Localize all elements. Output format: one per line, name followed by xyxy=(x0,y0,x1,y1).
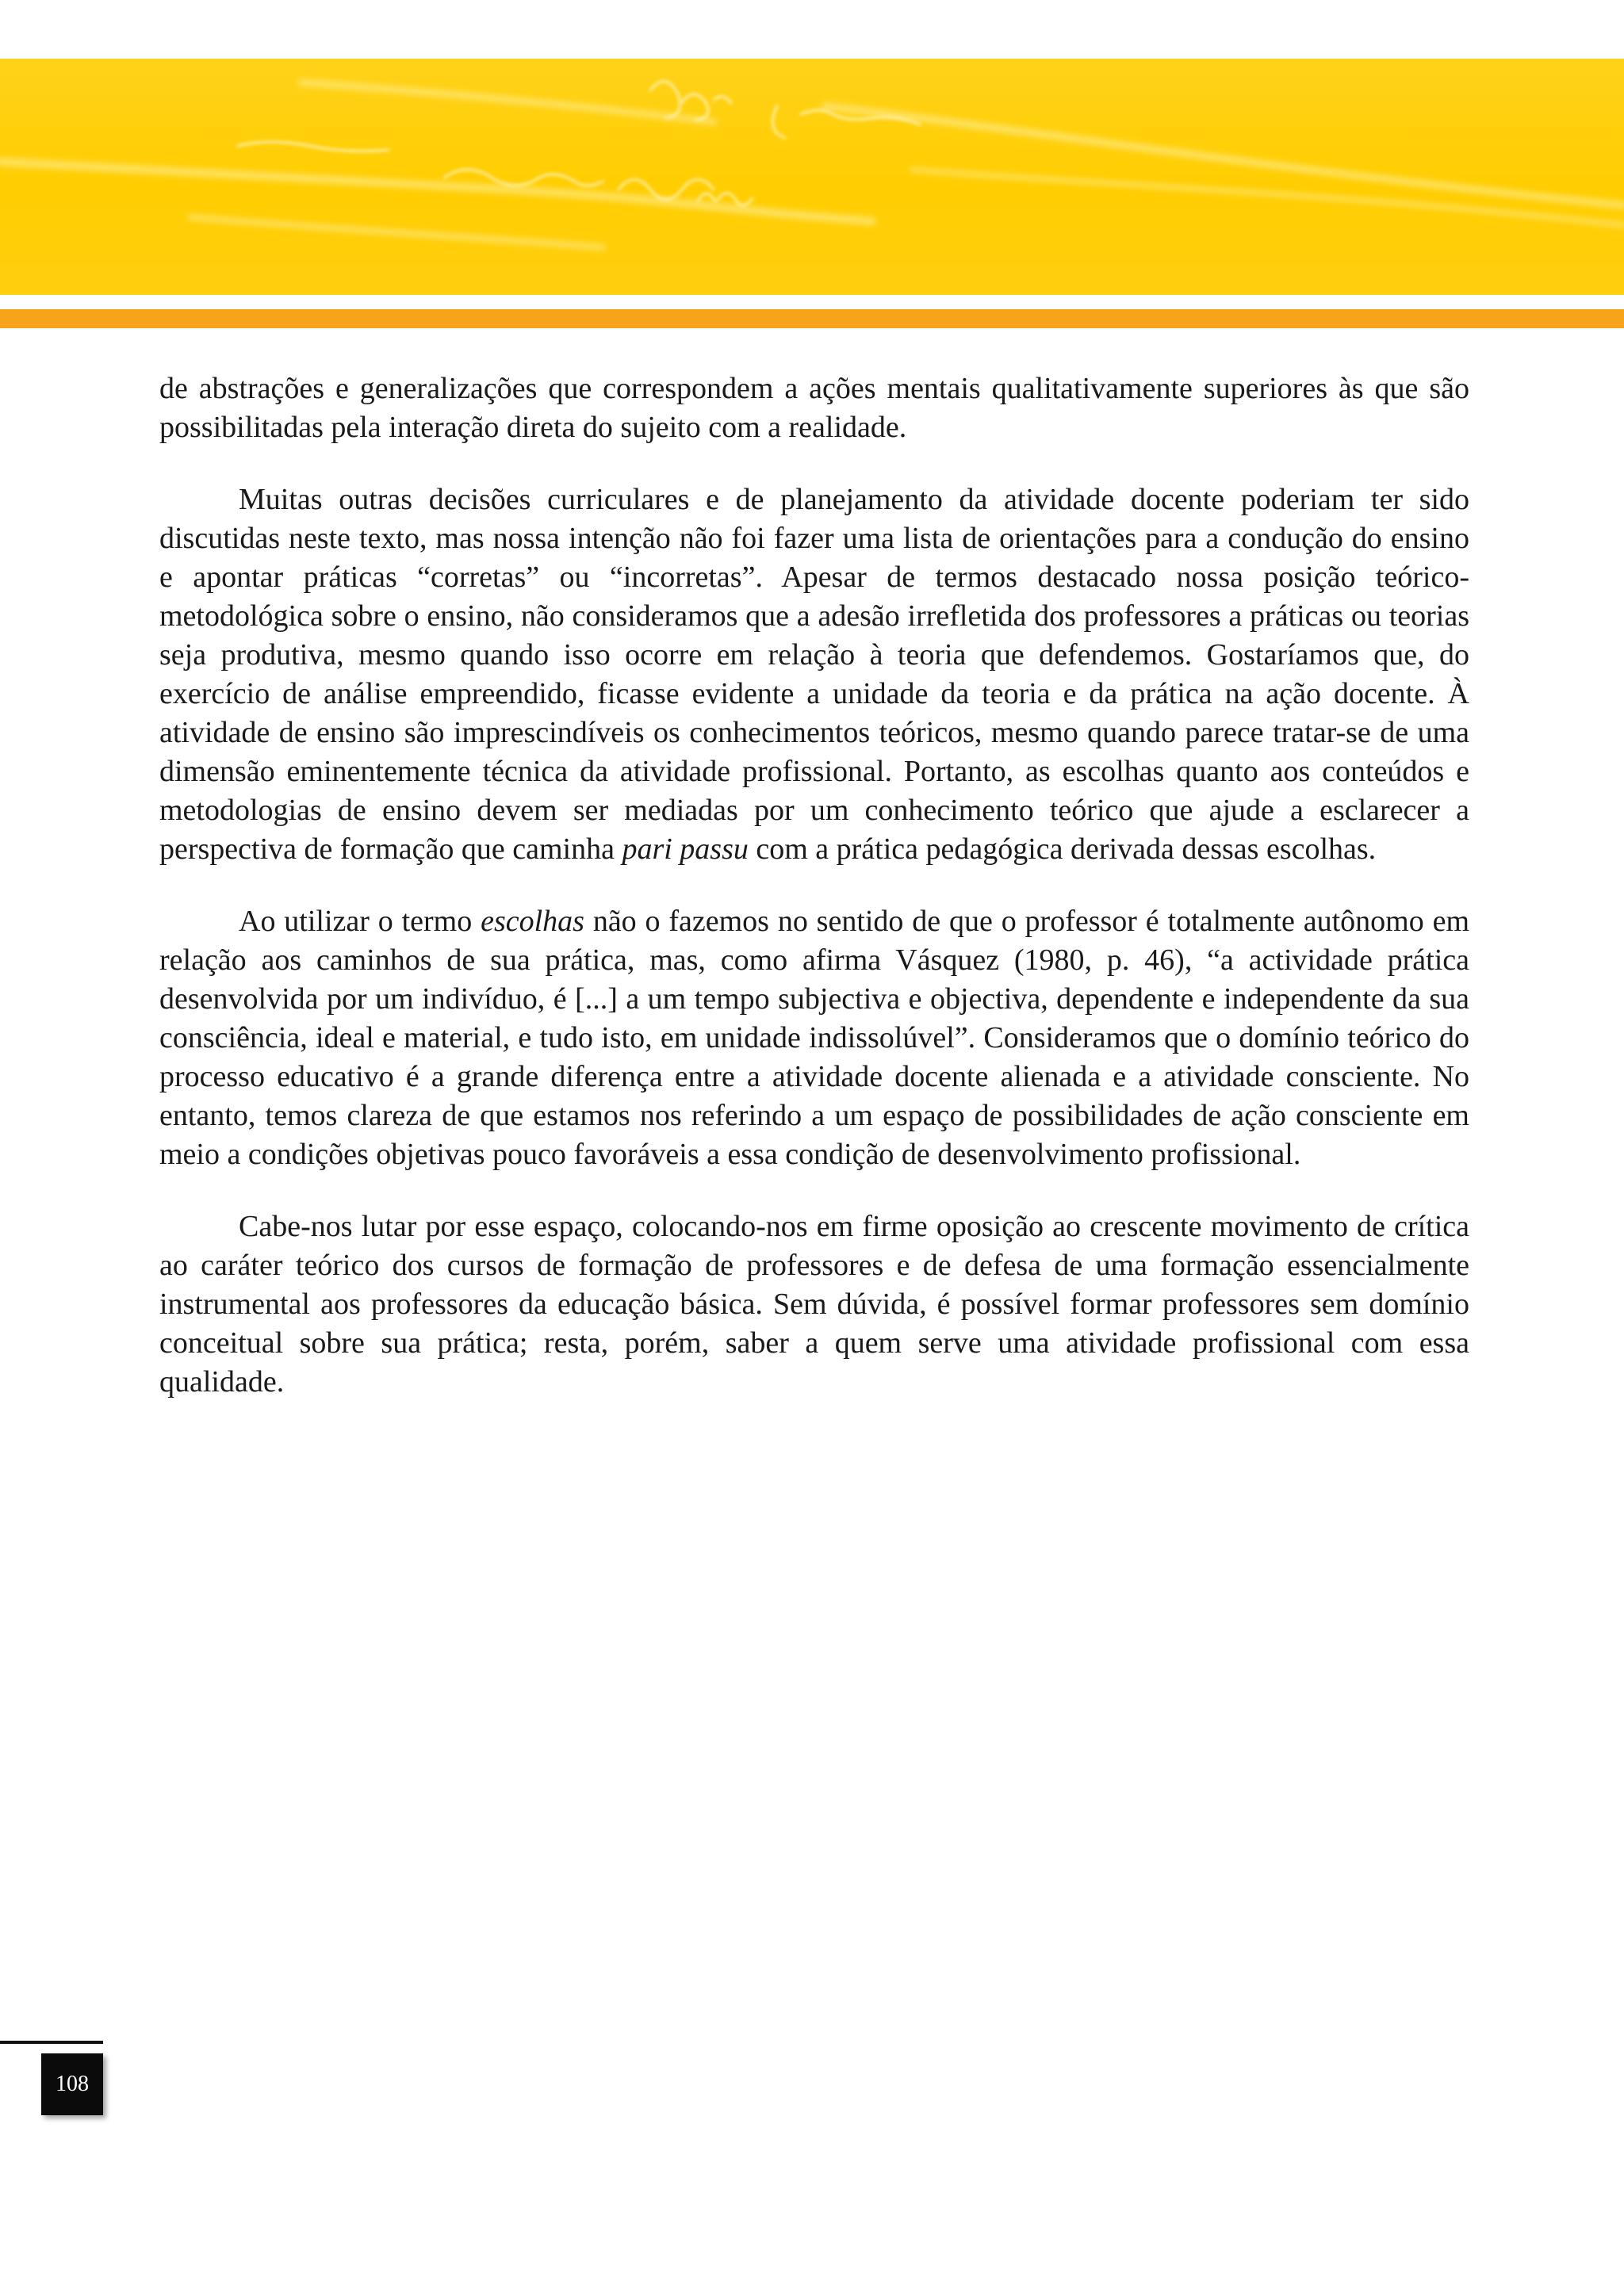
paragraph-3-text-a: Ao utilizar o termo xyxy=(239,905,481,938)
paragraph-3 xyxy=(159,902,1469,1174)
orange-header-stripe xyxy=(0,309,1624,328)
paragraph-2 xyxy=(159,480,1469,869)
paragraph-2-text-b: com a prática pedagógica derivada dessas escolhas. xyxy=(748,832,1377,866)
paragraph-2-text-a: Muitas outras decisões curriculares e de planejamento da atividade docente poderiam ter sido discutidas neste texto, mas nossa intenção não foi fazer uma lista de orientações para a condução do ensino e apontar práticas “corretas” ou “incorretas”. Apesar de termos destacado nossa posição teórico-metodológica sobre o ensino, não consideramos que a adesão irrefletida dos professores a práticas ou teorias seja produtiva, mesmo quando isso ocorre em relação à teoria que defendemos. Gostaríamos que, do exercício de análise empreendido, ficasse evidente a unidade da teoria e da prática na ação docente. À atividade de ensino são imprescindíveis os conhecimentos teóricos, mesmo quando parece tratar-se de uma dimensão eminentemente técnica da atividade profissional. Portanto, as escolhas quanto aos conteúdos e metodologias de ensino devem ser mediadas por um conhecimento teórico que ajude a esclarecer a perspectiva de formação que caminha xyxy=(159,483,1469,866)
body-text xyxy=(159,369,1469,1435)
paragraph-3-text-b: não o fazemos no sentido de que o professor é totalmente autônomo em relação aos caminhos de sua prática, mas, como afirma Vásquez (1980, p. 46), “a actividade prática desenvolvida por um indivíduo, é [...] a um tempo subjectiva e objectiva, dependente e independente da sua consciência, ideal e material, e tudo isto, em unidade indissolúvel”. Consideramos que o domínio teórico do processo educativo é a grande diferença entre a atividade docente alienada e a atividade consciente. No entanto, temos clareza de que estamos nos referindo a um espaço de possibilidades de ação consciente em meio a condições objetivas pouco favoráveis a essa condição de desenvolvimento profissional. xyxy=(159,905,1470,1171)
paragraph-1: de abstrações e generalizações que correspondem a ações mentais qualitativamente superiores às que são possibilitadas pela interação direta do sujeito com a realidade. xyxy=(159,372,1469,444)
handwriting-decoration xyxy=(0,59,1624,295)
page-number-rule xyxy=(0,2041,103,2044)
page-number: 108 xyxy=(41,2053,103,2115)
paragraph-2-italic-term: pari passu xyxy=(622,832,749,866)
paragraph-3-italic-term: escolhas xyxy=(481,905,584,938)
paragraph-4: Cabe-nos lutar por esse espaço, colocando-nos em firme oposição ao crescente movimento de crítica ao caráter teórico dos cursos de formação de professores e de defesa de uma formação essencialmente instrumental aos professores da educação básica. Sem dúvida, é possível formar professores sem domínio conceitual sobre sua prática; resta, porém, saber a quem serve uma atividade profissional com essa qualidade. xyxy=(159,1210,1469,1399)
header-decorative-band xyxy=(0,59,1624,295)
